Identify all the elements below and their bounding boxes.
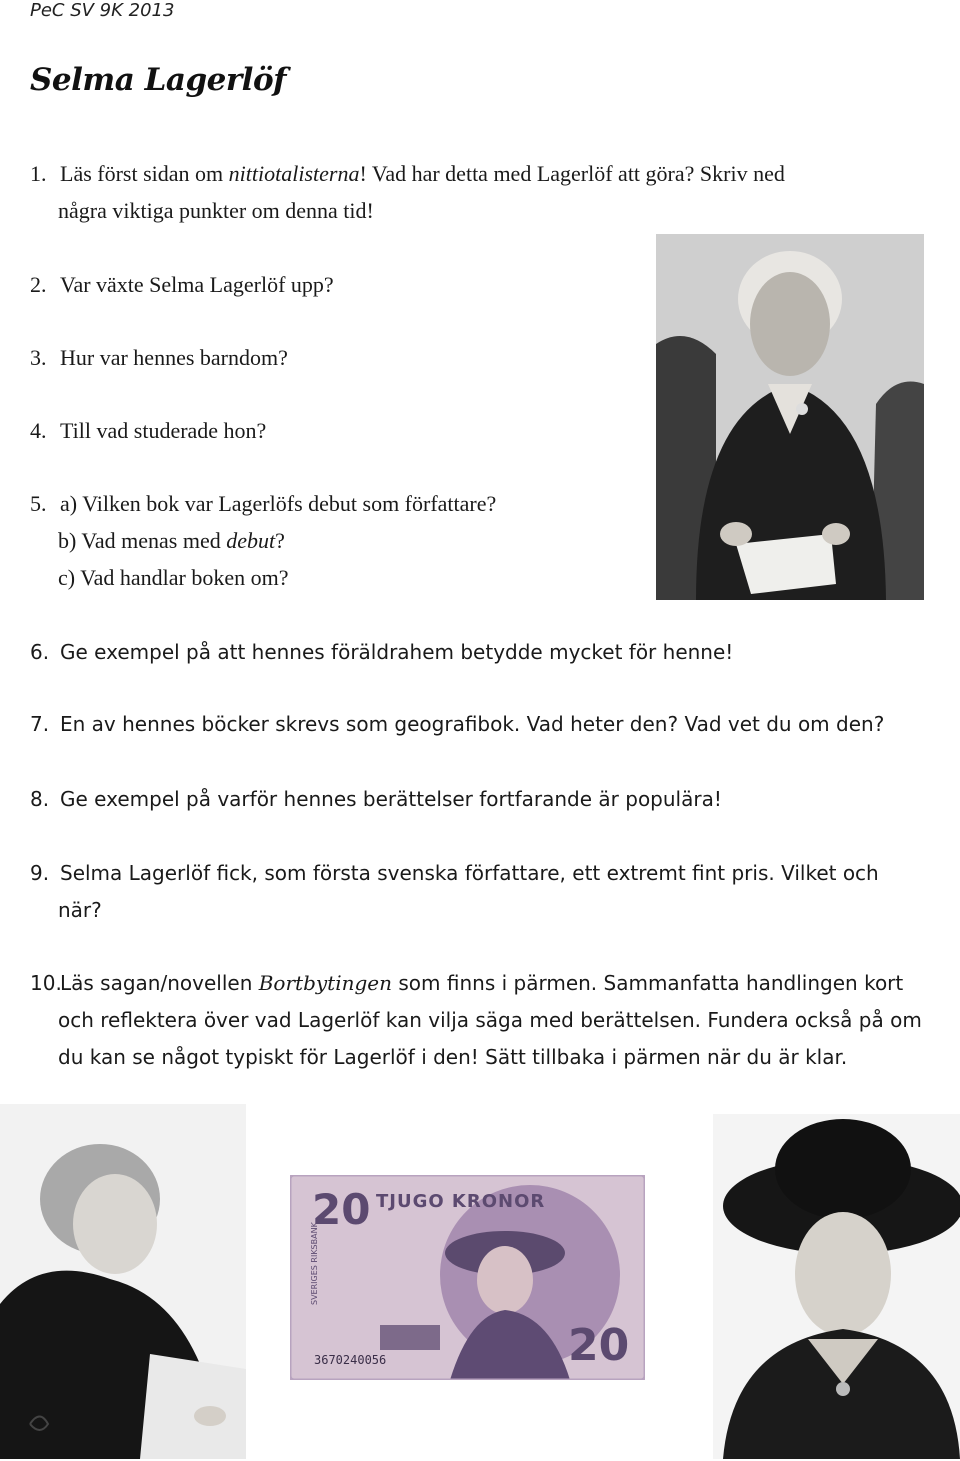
banknote-image [290,1175,645,1380]
question-text: En av hennes böcker skrevs som geografibok. Vad heter den? Vad vet du om den? [60,712,885,736]
question-emphasis: nittiotalisterna [228,161,360,186]
question-1 [30,155,785,229]
question-text: Selma Lagerlöf fick, som första svenska författare, ett extremt fint pris. Vilket och [60,861,879,885]
question-3 [30,339,288,376]
question-text: Läs först sidan om [60,161,229,186]
question-text-c: c) Vad handlar boken om? [58,565,289,590]
question-number: 8. [30,787,50,811]
question-emphasis: Bortbytingen [258,971,393,995]
question-number: 4. [30,418,47,443]
question-number: 9. [30,861,50,885]
question-number: 2. [30,272,47,297]
question-text-b: b) Vad menas med debut? [58,528,285,553]
question-number: 6. [30,640,50,664]
writing-photo [0,1104,246,1459]
portrait-photo [656,234,924,600]
question-number: 3. [30,345,47,370]
hat-portrait-photo [713,1114,960,1459]
question-text-line2: och reflektera över vad Lagerlöf kan vilja säga med berättelsen. Fundera också på om [58,1008,922,1032]
question-4 [30,412,266,449]
question-6 [30,634,733,671]
banknote-words: TJUGO KRONOR [376,1191,546,1212]
question-text: Ge exempel på att hennes föräldrahem betydde mycket för henne! [60,640,734,664]
banknote-serial: 3670240056 [314,1353,387,1367]
question-text-line3: du kan se något typiskt för Lagerlöf i den! Sätt tillbaka i pärmen när du är klar. [58,1045,848,1069]
question-text-line2: några viktiga punkter om denna tid! [58,198,374,223]
question-2 [30,266,334,303]
banknote-bank [310,1275,319,1305]
question-text: som finns i pärmen. Sammanfatta handlingen kort [392,971,904,995]
question-number: 5. [30,491,47,516]
question-text: Var växte Selma Lagerlöf upp? [60,272,334,297]
question-9 [30,855,879,929]
page-header: PeC SV 9K 2013 [30,0,175,21]
banknote-denomination-corner: 20 [568,1320,630,1371]
question-text: Ge exempel på varför hennes berättelser fortfarande är populära! [60,787,722,811]
question-text: Läs sagan/novellen [60,971,259,995]
question-7 [30,706,884,743]
question-number: 10. [30,971,62,995]
question-text-line2: när? [58,898,102,922]
question-number: 1. [30,161,47,186]
banknote-denomination: 20 [312,1185,371,1234]
question-text-a: a) Vilken bok var Lagerlöfs debut som författare? [60,491,497,516]
question-10 [30,965,922,1076]
question-number: 7. [30,712,50,736]
question-5 [30,485,496,596]
question-text: ! Vad har detta med Lagerlöf att göra? Skriv ned [359,161,785,186]
page-title: Selma Lagerlöf [30,62,286,98]
question-8 [30,781,722,818]
question-text: Hur var hennes barndom? [60,345,288,370]
question-text: Till vad studerade hon? [60,418,267,443]
